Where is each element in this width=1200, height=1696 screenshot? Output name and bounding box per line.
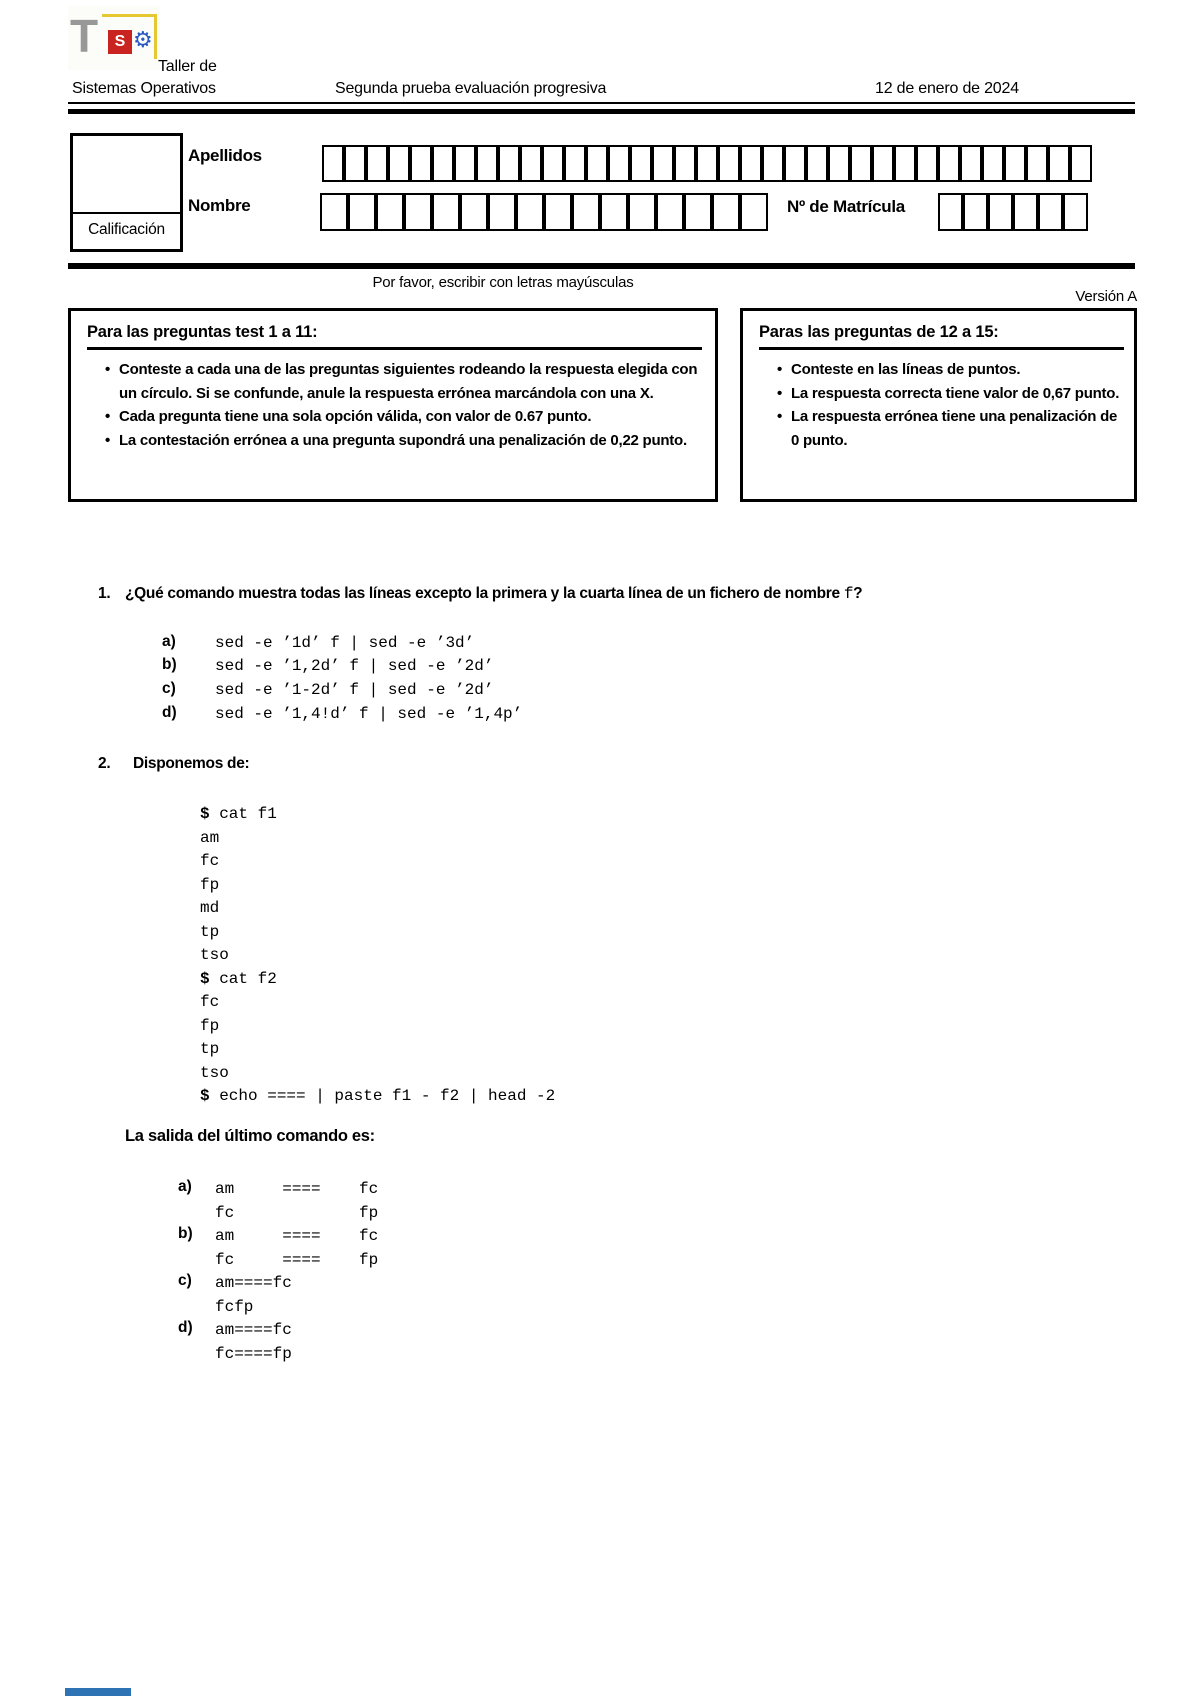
- instructions-box-test: [68, 308, 718, 502]
- q1-option-c: [162, 680, 493, 700]
- surname-char-cell[interactable]: [520, 145, 542, 182]
- q2-output-label: La salida del último comando es:: [125, 1127, 375, 1145]
- list-item: [87, 429, 702, 453]
- question-1-number: 1.: [98, 585, 111, 602]
- surname-char-cell[interactable]: [1048, 145, 1070, 182]
- option-label: d): [178, 1319, 193, 1336]
- shell-output: md: [200, 899, 220, 917]
- bullet-text: La respuesta errónea tiene una penalización de 0 punto.: [791, 408, 1118, 449]
- tso-logo: [68, 6, 160, 70]
- shell-output: am: [200, 828, 220, 847]
- name-char-cell[interactable]: [348, 193, 376, 231]
- surname-char-cell[interactable]: [696, 145, 718, 182]
- shell-prompt: $: [200, 805, 220, 823]
- bullet-text: Conteste en las líneas de puntos.: [791, 361, 1021, 378]
- option-label: b): [178, 1225, 193, 1242]
- output-line: am====fc: [215, 1321, 292, 1339]
- question-1-filename: f: [843, 585, 854, 603]
- option-output: [215, 1272, 292, 1319]
- shell-prompt: $: [200, 1087, 220, 1105]
- option-command: sed -e ’1,4!d’ f | sed -e ’1,4p’: [215, 705, 523, 723]
- matricula-cell-row: [938, 193, 1088, 231]
- terminal-line: [200, 944, 555, 968]
- output-line: am====fc: [215, 1274, 292, 1292]
- q2-option-d: [178, 1319, 292, 1366]
- surname-char-cell[interactable]: [1004, 145, 1026, 182]
- name-char-cell[interactable]: [600, 193, 628, 231]
- surname-char-cell[interactable]: [938, 145, 960, 182]
- matricula-char-cell[interactable]: [988, 193, 1013, 231]
- list-item: [87, 405, 702, 429]
- course-title-line1: Taller de: [158, 58, 217, 75]
- bullet-text: La respuesta correcta tiene valor de 0,67 punto.: [791, 384, 1120, 402]
- bullet-icon: •: [105, 408, 111, 425]
- name-char-cell[interactable]: [628, 193, 656, 231]
- question-1-text: [125, 585, 862, 603]
- surname-char-cell[interactable]: [366, 145, 388, 182]
- terminal-line: [200, 991, 555, 1015]
- matricula-char-cell[interactable]: [1013, 193, 1038, 231]
- matricula-char-cell[interactable]: [1038, 193, 1063, 231]
- list-item: [759, 358, 1124, 382]
- terminal-listing: [200, 803, 555, 1109]
- surname-char-cell[interactable]: [850, 145, 872, 182]
- question-2-number: 2.: [98, 755, 111, 772]
- surname-char-cell[interactable]: [674, 145, 696, 182]
- option-label: d): [162, 704, 177, 721]
- option-label: c): [162, 680, 176, 697]
- surname-char-cell[interactable]: [828, 145, 850, 182]
- shell-output: fp: [200, 875, 220, 894]
- surname-char-cell[interactable]: [1070, 145, 1092, 182]
- name-char-cell[interactable]: [572, 193, 600, 231]
- terminal-line: [200, 1015, 555, 1039]
- logo-s-badge: S: [108, 30, 132, 54]
- bullet-icon: •: [777, 361, 783, 378]
- name-char-cell[interactable]: [320, 193, 348, 231]
- grade-label: Calificación: [73, 212, 180, 249]
- header-thin-rule: [68, 102, 1135, 104]
- surname-char-cell[interactable]: [806, 145, 828, 182]
- list-item: [759, 382, 1124, 406]
- option-label: c): [178, 1272, 192, 1289]
- surname-char-cell[interactable]: [432, 145, 454, 182]
- surname-char-cell[interactable]: [1026, 145, 1048, 182]
- terminal-line: [200, 803, 555, 827]
- output-line: am ==== fc: [215, 1227, 379, 1245]
- terminal-line: [200, 827, 555, 851]
- name-char-cell[interactable]: [656, 193, 684, 231]
- name-char-cell[interactable]: [460, 193, 488, 231]
- q1-option-a: [162, 633, 474, 653]
- surname-char-cell[interactable]: [894, 145, 916, 182]
- terminal-line: [200, 968, 555, 992]
- surname-char-cell[interactable]: [916, 145, 938, 182]
- bullet-icon: •: [105, 431, 111, 449]
- shell-output: tp: [200, 1040, 220, 1058]
- surname-char-cell[interactable]: [322, 145, 344, 182]
- bullet-text: Conteste a cada una de las preguntas siguientes rodeando la respuesta elegida con un círculo. Si se confunde, anule la respuesta errónea marcándola con una X.: [119, 361, 698, 402]
- name-char-cell[interactable]: [376, 193, 404, 231]
- shell-output: fc: [200, 993, 220, 1011]
- output-line: fc fp: [215, 1203, 379, 1222]
- name-char-cell[interactable]: [404, 193, 432, 231]
- header-thick-rule: [68, 109, 1135, 114]
- q2-option-c: [178, 1272, 292, 1319]
- matricula-char-cell[interactable]: [963, 193, 988, 231]
- question-1-text-main: ¿Qué comando muestra todas las líneas excepto la primera y la cuarta línea de un fichero de nombre: [125, 585, 844, 602]
- matricula-label: Nº de Matrícula: [787, 197, 905, 216]
- terminal-line: [200, 1038, 555, 1062]
- surname-label: Apellidos: [188, 146, 262, 165]
- list-item: [87, 358, 702, 405]
- bullet-text: La contestación errónea a una pregunta supondrá una penalización de 0,22 punto.: [119, 431, 687, 449]
- terminal-line: [200, 874, 555, 898]
- surname-char-cell[interactable]: [542, 145, 564, 182]
- option-command: sed -e ’1d’ f | sed -e ’3d’: [215, 634, 475, 652]
- shell-output: tp: [200, 922, 220, 941]
- instructions-open-bullets: [759, 358, 1124, 452]
- surname-char-cell[interactable]: [762, 145, 784, 182]
- shell-output: tso: [200, 946, 229, 964]
- name-char-cell[interactable]: [488, 193, 516, 231]
- bullet-icon: •: [777, 408, 783, 425]
- surname-char-cell[interactable]: [982, 145, 1004, 182]
- name-char-cell[interactable]: [544, 193, 572, 231]
- exam-title: Segunda prueba evaluación progresiva: [335, 80, 607, 97]
- surname-char-cell[interactable]: [960, 145, 982, 182]
- footer-accent-bar: [65, 1688, 131, 1696]
- terminal-line: [200, 897, 555, 921]
- option-output: [215, 1178, 378, 1225]
- bullet-icon: •: [105, 361, 111, 378]
- logo-t-letter: T: [70, 10, 99, 62]
- surname-char-cell[interactable]: [872, 145, 894, 182]
- matricula-char-cell[interactable]: [1063, 193, 1088, 231]
- section-rule: [68, 263, 1135, 269]
- surname-char-cell[interactable]: [630, 145, 652, 182]
- option-label: a): [162, 633, 176, 650]
- surname-char-cell[interactable]: [498, 145, 520, 182]
- bullet-icon: •: [777, 384, 783, 402]
- instructions-open-title: Paras las preguntas de 12 a 15:: [759, 323, 1124, 350]
- shell-command: cat f2: [219, 969, 277, 988]
- shell-output: fc: [200, 852, 220, 870]
- option-command: sed -e ’1-2d’ f | sed -e ’2d’: [215, 681, 494, 699]
- bullet-text: Cada pregunta tiene una sola opción válida, con valor de 0.67 punto.: [119, 408, 592, 425]
- name-char-cell[interactable]: [712, 193, 740, 231]
- instructions-test-title: Para las preguntas test 1 a 11:: [87, 323, 702, 350]
- surname-char-cell[interactable]: [608, 145, 630, 182]
- output-line: fcfp: [215, 1297, 254, 1316]
- shell-prompt: $: [200, 969, 220, 988]
- terminal-line: [200, 1062, 555, 1086]
- output-line: fc====fp: [215, 1344, 292, 1363]
- shell-output: fp: [200, 1016, 220, 1035]
- version-label: Versión A: [1075, 288, 1137, 305]
- terminal-line: [200, 921, 555, 945]
- q2-option-b: [178, 1225, 378, 1272]
- surname-char-cell[interactable]: [476, 145, 498, 182]
- question-2-intro: Disponemos de:: [133, 755, 250, 772]
- surname-char-cell[interactable]: [454, 145, 476, 182]
- shell-command: echo ==== | paste f1 - f2 | head -2: [219, 1087, 556, 1105]
- matricula-char-cell[interactable]: [938, 193, 963, 231]
- shell-command: cat f1: [219, 805, 277, 823]
- option-label: b): [162, 656, 177, 673]
- name-char-cell[interactable]: [432, 193, 460, 231]
- q1-option-d: [162, 704, 522, 724]
- option-output: [215, 1319, 292, 1366]
- exam-date: 12 de enero de 2024: [875, 80, 1019, 97]
- surname-char-cell[interactable]: [718, 145, 740, 182]
- course-title-line2: Sistemas Operativos: [72, 80, 216, 97]
- surname-char-cell[interactable]: [784, 145, 806, 182]
- surname-char-cell[interactable]: [410, 145, 432, 182]
- instructions-test-bullets: [87, 358, 702, 452]
- surname-char-cell[interactable]: [344, 145, 366, 182]
- grade-box: [70, 133, 183, 252]
- gear-icon: ⚙: [133, 28, 153, 53]
- surname-char-cell[interactable]: [586, 145, 608, 182]
- terminal-line: [200, 850, 555, 874]
- q1-option-b: [162, 656, 493, 676]
- name-char-cell[interactable]: [516, 193, 544, 231]
- output-line: fc ==== fp: [215, 1250, 379, 1269]
- surname-char-cell[interactable]: [388, 145, 410, 182]
- name-cell-row: [320, 193, 768, 231]
- option-command: sed -e ’1,2d’ f | sed -e ’2d’: [215, 657, 494, 675]
- name-char-cell[interactable]: [684, 193, 712, 231]
- question-1-text-suffix: ?: [853, 585, 863, 602]
- surname-char-cell[interactable]: [652, 145, 674, 182]
- uppercase-note: Por favor, escribir con letras mayúsculas: [372, 274, 634, 291]
- option-label: a): [178, 1178, 192, 1195]
- q2-option-a: [178, 1178, 378, 1225]
- name-label: Nombre: [188, 196, 251, 215]
- surname-char-cell[interactable]: [564, 145, 586, 182]
- list-item: [759, 405, 1124, 452]
- name-char-cell[interactable]: [740, 193, 768, 231]
- surname-char-cell[interactable]: [740, 145, 762, 182]
- option-output: [215, 1225, 378, 1272]
- surname-cell-row: [322, 145, 1092, 182]
- instructions-box-open: [740, 308, 1137, 502]
- output-line: am ==== fc: [215, 1180, 379, 1198]
- terminal-line: [200, 1085, 555, 1109]
- shell-output: tso: [200, 1063, 229, 1082]
